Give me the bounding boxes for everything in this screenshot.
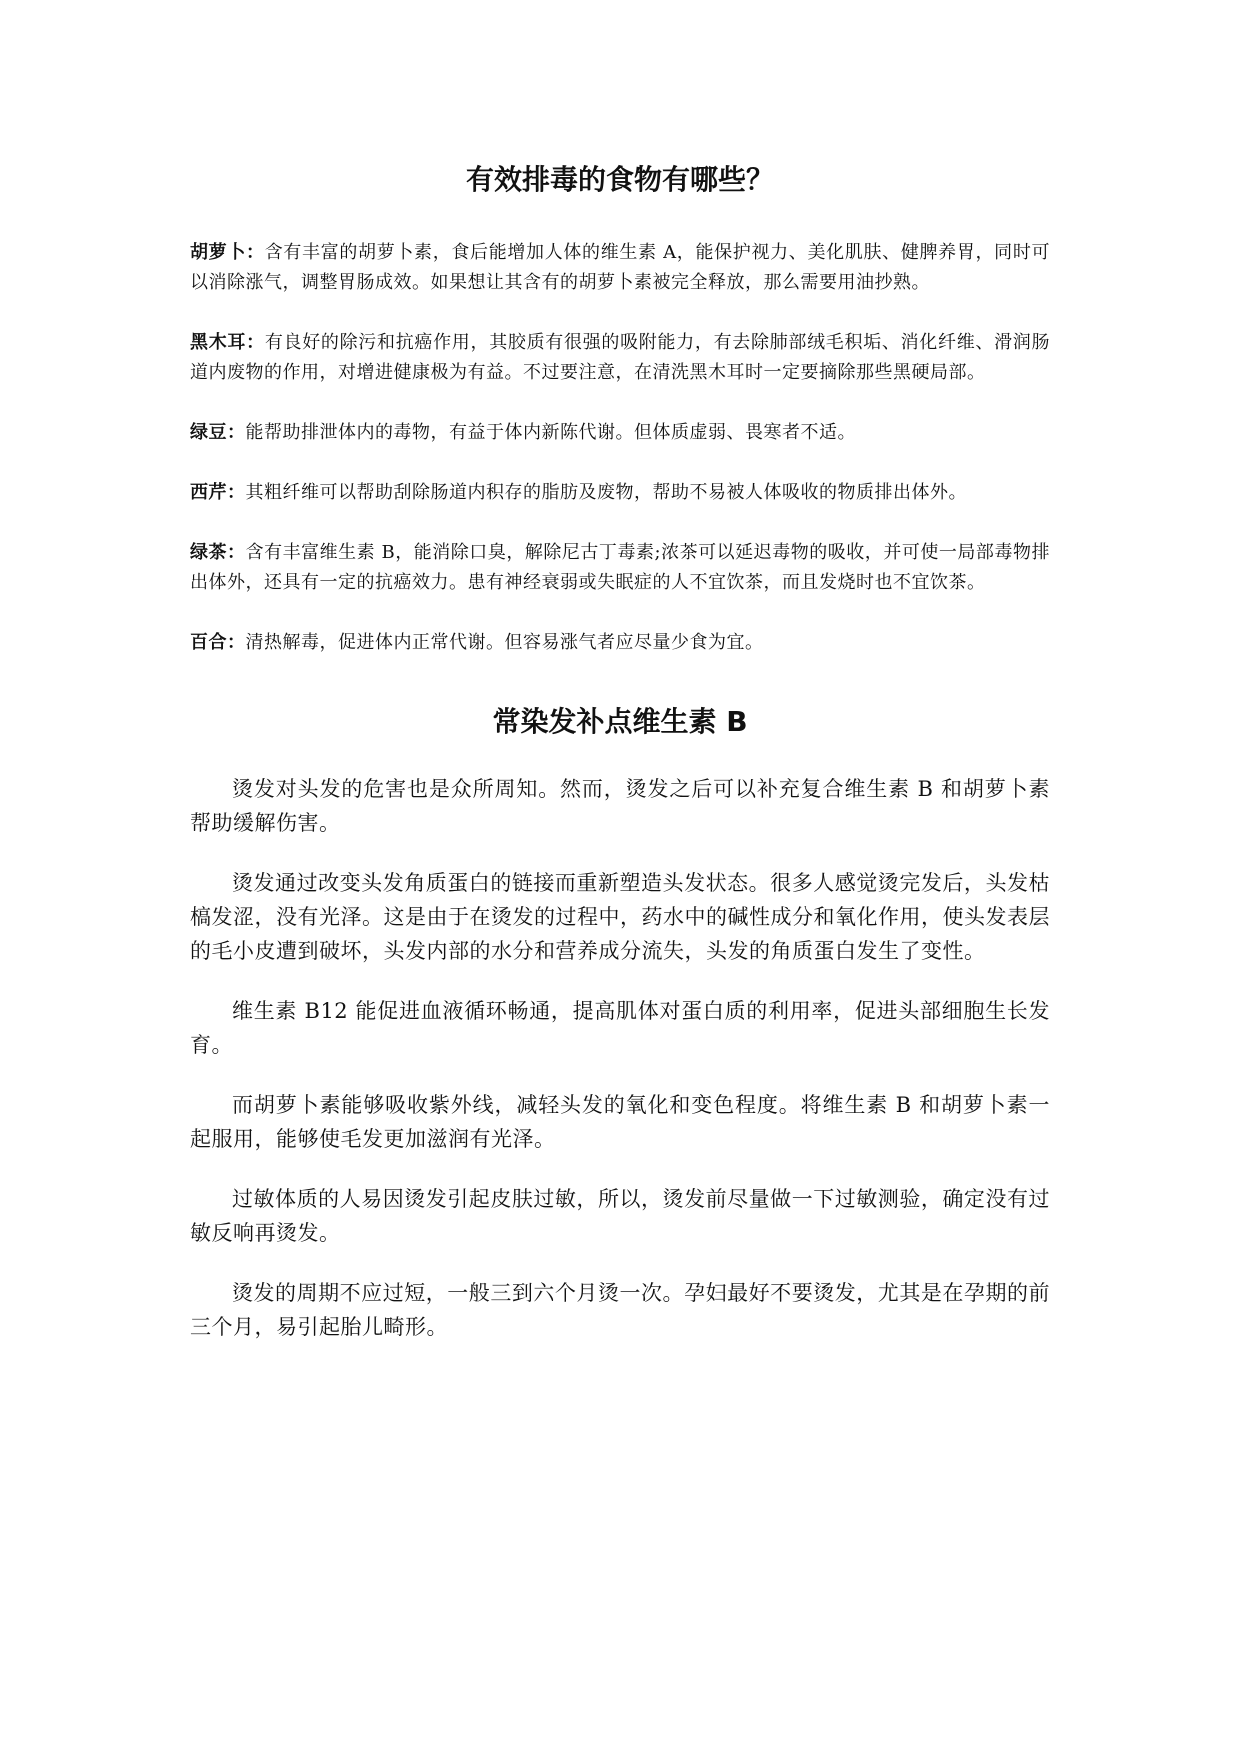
food-item-lily: [190, 628, 1050, 658]
food-description: 清热解毒，促进体内正常代谢。但容易涨气者应尽量少食为宜。: [245, 632, 764, 653]
food-name: 西芹：: [190, 482, 246, 503]
food-item-carrot: [190, 238, 1050, 298]
food-name: 胡萝卜：: [190, 242, 265, 263]
food-name: 绿豆：: [190, 422, 246, 443]
food-description: 有良好的除污和抗癌作用，其胶质有很强的吸附能力，有去除肺部绒毛积垢、消化纤维、滑润肠道内废物的作用，对增进健康极为有益。不过要注意，在清洗黑木耳时一定要摘除那些黑硬局部。: [190, 332, 1051, 383]
food-item-celery: [190, 478, 1050, 508]
section-1-title: 有效排毒的食物有哪些？: [465, 163, 774, 196]
body-paragraph: 烫发对头发的危害也是众所周知。然而，烫发之后可以补充复合维生素 B 和胡萝卜素帮助缓解伤害。: [190, 777, 1050, 835]
body-paragraph: 烫发通过改变头发角质蛋白的链接而重新塑造头发状态。很多人感觉烫完发后，头发枯槁发涩，没有光泽。这是由于在烫发的过程中，药水中的碱性成分和氧化作用，使头发表层的毛小皮遭到破坏，头发内部的水分和营养成分流失，头发的角质蛋白发生了变性。: [190, 871, 1050, 963]
body-paragraph: 烫发的周期不应过短，一般三到六个月烫一次。孕妇最好不要烫发，尤其是在孕期的前三个月，易引起胎儿畸形。: [190, 1281, 1050, 1339]
food-name: 百合：: [190, 632, 246, 653]
food-description: 含有丰富的胡萝卜素，食后能增加人体的维生素 A，能保护视力、美化肌肤、健脾养胃，同时可以消除涨气，调整胃肠成效。如果想让其含有的胡萝卜素被完全释放，那么需要用油抄熟。: [190, 242, 1051, 293]
food-item-green-tea: [190, 538, 1050, 598]
body-paragraph: 过敏体质的人易因烫发引起皮肤过敏，所以，烫发前尽量做一下过敏测验，确定没有过敏反响再烫发。: [190, 1187, 1050, 1245]
food-name: 黑木耳：: [190, 332, 265, 353]
food-description: 含有丰富维生素 B，能消除口臭，解除尼古丁毒素;浓茶可以延迟毒物的吸收，并可使一局部毒物排出体外，还具有一定的抗癌效力。患有神经衰弱或失眠症的人不宜饮茶，而且发烧时也不宜饮茶。: [190, 542, 1050, 593]
food-item-mung-bean: [190, 418, 1050, 448]
section-2-title: 常染发补点维生素 B: [492, 705, 748, 738]
food-description: 其粗纤维可以帮助刮除肠道内积存的脂肪及废物，帮助不易被人体吸收的物质排出体外。: [245, 482, 967, 503]
food-name: 绿茶：: [190, 542, 246, 563]
body-paragraph: 而胡萝卜素能够吸收紫外线，减轻头发的氧化和变色程度。将维生素 B 和胡萝卜素一起服用，能够使毛发更加滋润有光泽。: [190, 1093, 1050, 1151]
food-item-black-fungus: [190, 328, 1050, 388]
document-page: [190, 160, 1050, 1370]
food-description: 能帮助排泄体内的毒物，有益于体内新陈代谢。但体质虚弱、畏寒者不适。: [245, 422, 856, 443]
body-paragraph: 维生素 B12 能促进血液循环畅通，提高肌体对蛋白质的利用率，促进头部细胞生长发育。: [190, 999, 1050, 1057]
